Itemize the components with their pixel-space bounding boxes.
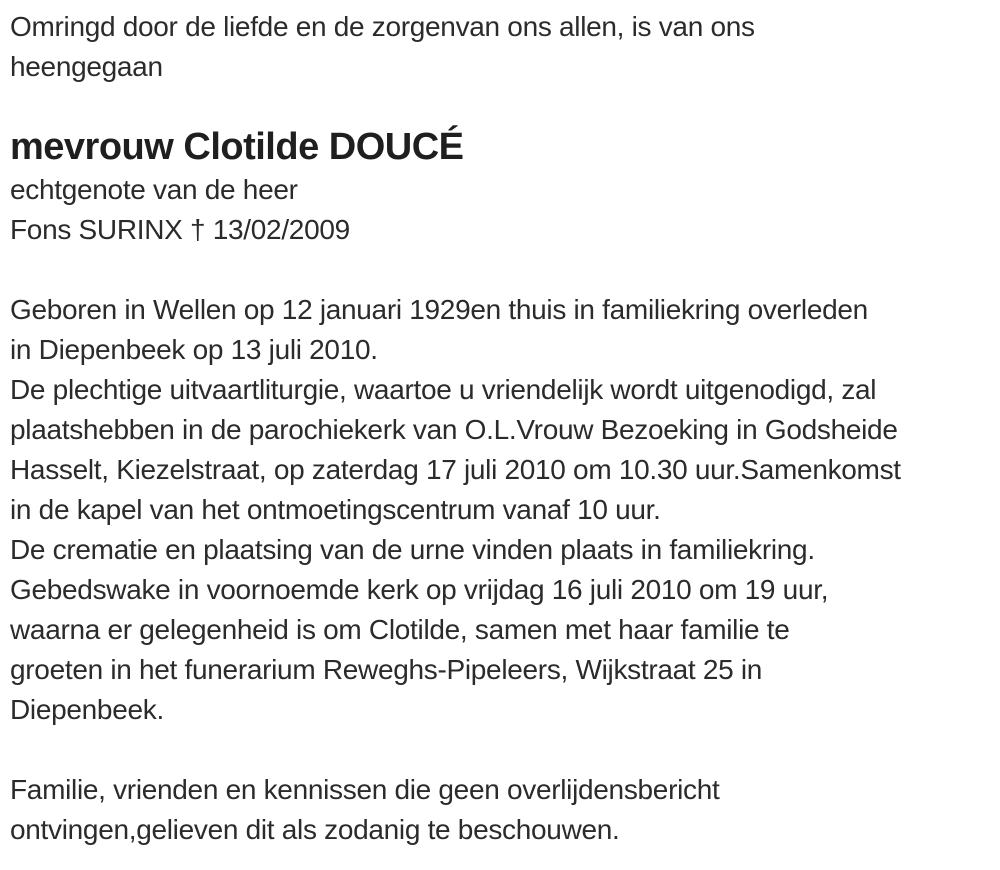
spacer-after-intro [10, 87, 990, 124]
spouse-info [10, 170, 990, 250]
closing-notice [10, 770, 990, 850]
spacer-after-announcement [10, 730, 990, 770]
funeral-announcement-line-11: Diepenbeek. [10, 694, 164, 725]
funeral-announcement-line-9: waarna er gelegenheid is om Clotilde, samen met haar familie te [10, 614, 790, 645]
spouse-info-line-1: echtgenote van de heer [10, 174, 298, 205]
intro-text [10, 7, 990, 87]
funeral-announcement-line-1: Geboren in Wellen op 12 januari 1929en thuis in familiekring overleden [10, 294, 868, 325]
deceased-name [10, 124, 990, 170]
spacer-after-spouse [10, 250, 990, 290]
funeral-announcement-line-3: De plechtige uitvaartliturgie, waartoe u vriendelijk wordt uitgenodigd, zal [10, 374, 877, 405]
closing-notice-line-1: Familie, vrienden en kennissen die geen overlijdensbericht [10, 774, 720, 805]
closing-notice-line-2: ontvingen,gelieven dit als zodanig te beschouwen. [10, 814, 620, 845]
funeral-announcement [10, 290, 990, 730]
funeral-announcement-line-6: in de kapel van het ontmoetingscentrum vanaf 10 uur. [10, 494, 661, 525]
intro-text-line-2: heengegaan [10, 51, 163, 82]
funeral-announcement-line-8: Gebedswake in voornoemde kerk op vrijdag 16 juli 2010 om 19 uur, [10, 574, 829, 605]
intro-text-line-1: Omringd door de liefde en de zorgenvan ons allen, is van ons [10, 11, 755, 42]
funeral-announcement-line-4: plaatshebben in de parochiekerk van O.L.Vrouw Bezoeking in Godsheide [10, 414, 898, 445]
deceased-name-line-1: mevrouw Clotilde DOUCÉ [10, 126, 464, 168]
funeral-announcement-line-2: in Diepenbeek op 13 juli 2010. [10, 334, 378, 365]
spouse-info-line-2: Fons SURINX † 13/02/2009 [10, 214, 350, 245]
funeral-announcement-line-7: De crematie en plaatsing van de urne vinden plaats in familiekring. [10, 534, 815, 565]
funeral-announcement-line-5: Hasselt, Kiezelstraat, op zaterdag 17 juli 2010 om 10.30 uur.Samenkomst [10, 454, 901, 485]
funeral-announcement-line-10: groeten in het funerarium Reweghs-Pipeleers, Wijkstraat 25 in [10, 654, 763, 685]
